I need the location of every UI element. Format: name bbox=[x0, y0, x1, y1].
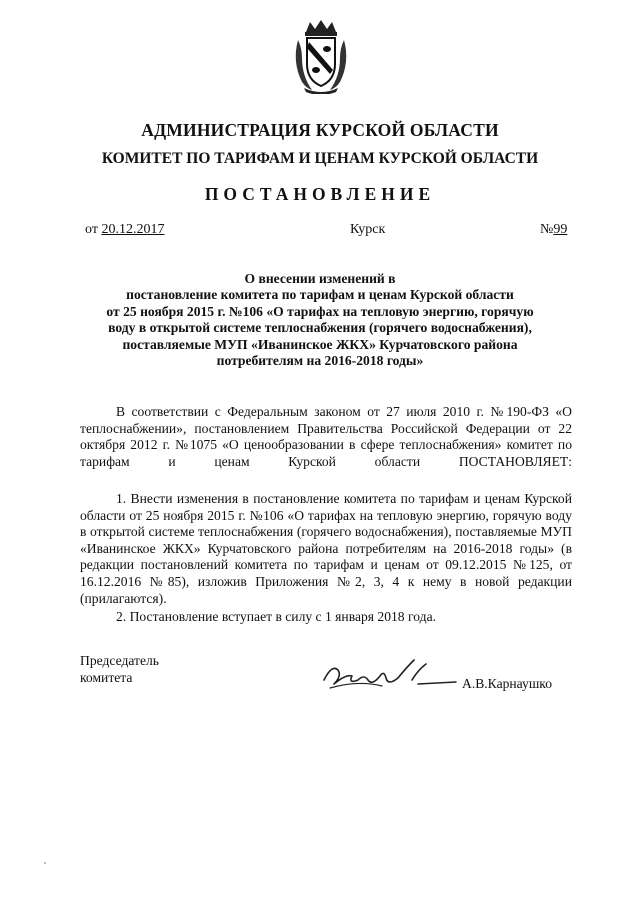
title-line: от 25 ноября 2015 г. №106 «О тарифах на тепловую энергию, горячую bbox=[106, 303, 534, 319]
title-line: О внесении изменений в bbox=[244, 271, 396, 286]
handwritten-signature-icon bbox=[318, 650, 458, 696]
preamble-paragraph: В соответствии с Федеральным законом от 27 июля 2010 г. №190-ФЗ «О теплоснабжении», постановлением Правительства Российской Федерации от 22 октября 2012 г. №1075 «О ценообразовании в сфере теплоснабжения» комитет по тарифам и ценам Курской области ПОСТАНОВЛЯЕТ: bbox=[80, 404, 572, 469]
scan-speck bbox=[44, 862, 46, 864]
date-value: 20.12.2017 bbox=[101, 222, 165, 237]
title-line: воду в открытой системе теплоснабжения (горячего водоснабжения), bbox=[108, 320, 532, 336]
clause-2-paragraph: 2. Постановление вступает в силу с 1 января 2018 года. bbox=[116, 609, 436, 624]
clause-1-paragraph: 1. Внести изменения в постановление комитета по тарифам и ценам Курской области от 25 ноября 2015 г. №106 «О тарифах на тепловую энергию, горячую воду в открытой системе теплоснабжения (горячего водоснабжения), поставляемые МУП «Иванинское ЖКХ» Курчатовского района потребителям на 2016-2018 годы» (в редакции постановлений комитета по тарифам и ценам от 09.12.2015 №125, от 16.12.2016 №85), изложив Приложения №2, 3, 4 к нему в новой редакции (прилагаются). bbox=[80, 491, 572, 606]
title-line: постановление комитета по тарифам и ценам Курской области bbox=[126, 287, 514, 303]
title-line: потребителям на 2016-2018 годы» bbox=[216, 353, 424, 369]
document-date: от 20.12.2017 bbox=[85, 222, 165, 237]
document-type: ПОСТАНОВЛЕНИЕ bbox=[204, 184, 436, 204]
number-value: 99 bbox=[553, 222, 568, 237]
coat-of-arms-icon bbox=[290, 18, 352, 94]
organization-title: АДМИНИСТРАЦИЯ КУРСКОЙ ОБЛАСТИ bbox=[141, 120, 499, 140]
title-line: поставляемые МУП «Иванинское ЖКХ» Курчатовского района bbox=[122, 336, 518, 352]
signatory-name: А.В.Карнаушко bbox=[462, 676, 552, 691]
document-title bbox=[0, 271, 640, 369]
document-city: Курск bbox=[350, 222, 386, 237]
document-number: №99 bbox=[540, 222, 568, 237]
signatory-position: Председатель комитета bbox=[80, 653, 159, 685]
committee-title: КОМИТЕТ ПО ТАРИФАМ И ЦЕНАМ КУРСКОЙ ОБЛАСТИ bbox=[101, 150, 539, 167]
